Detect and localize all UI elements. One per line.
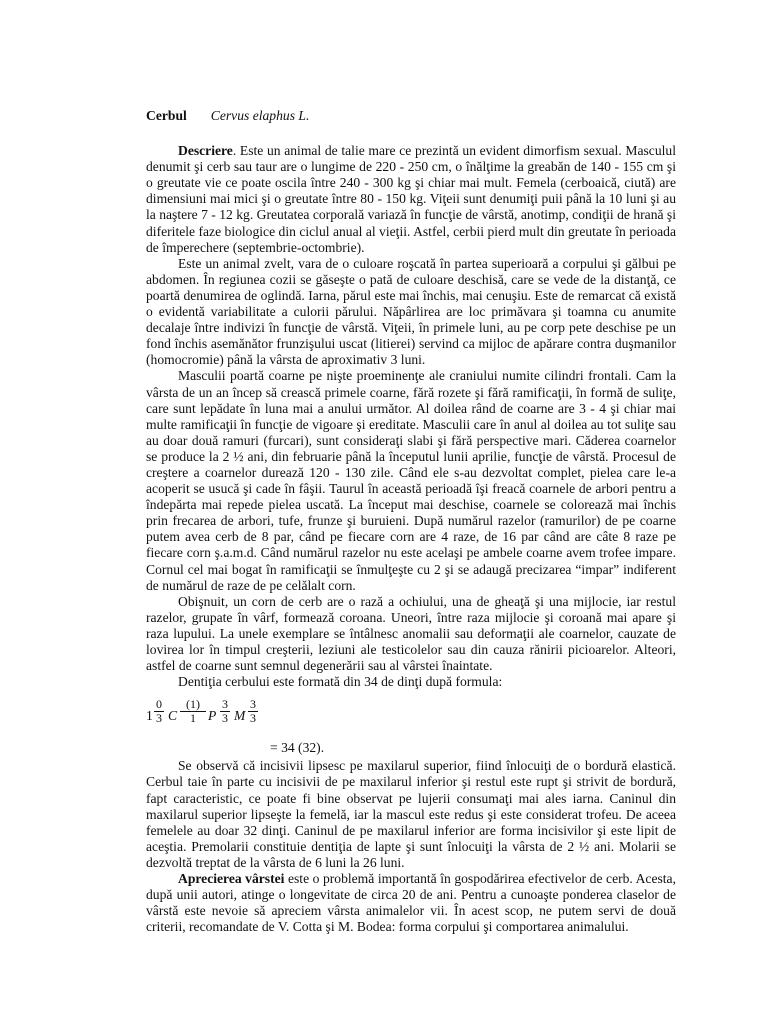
formula-canine-den: 1 bbox=[180, 711, 206, 725]
formula-premolar-den: 3 bbox=[222, 711, 228, 726]
paragraph-description bbox=[146, 143, 676, 256]
formula-canine-fraction bbox=[180, 698, 206, 725]
formula-molar-letter: M bbox=[234, 708, 246, 724]
formula-molar-fraction bbox=[248, 698, 258, 725]
paragraph-dentition-intro: Dentiţia cerbului este formată din 34 de dinţi după formula: bbox=[178, 674, 503, 690]
formula-premolar-fraction bbox=[220, 698, 230, 725]
paragraph-appearance: Este un animal zvelt, vara de o culoare roşcată în partea superioară a corpului şi gălbui pe abdomen. În regiunea cozii se găseşte o pată de culoare deschisă, care se vede de la distanţă, ce poartă denumirea de oglindă. Iarna, părul este mai închis, mai cenuşiu. Este de remarcat că există o evidentă variabilitate a culorii părului. Năpârlirea are loc primăvara şi toamna cu anumite decalaje între indivizi în funcţie de vârstă. Viţeii, în primele luni, au pe corp pete deschise pe un fond închis asemănător frunzişului uscat (litierei) servind ca mijloc de apărare contra duşmanilor (homocromie) până la vârsta de aproximativ 3 luni. bbox=[146, 255, 676, 368]
paragraph-teeth: Se observă că incisivii lipsesc pe maxilarul superior, fiind înlocuiţi de o bordură elastică. Cerbul taie în parte cu incisivii de pe maxilarul inferior şi restul este rupt şi strivit de bordură, fapt caracteristic, ce poate fi bine observat pe lujerii consumaţi mai ales iarna. Caninul din maxilarul superior lipseşte la femelă, iar la mascul este redus şi este considerat trofeu. De aceea femelele au doar 32 dinţi. Caninul de pe maxilarul inferior are forma incisivilor şi este lipit de aceştia. Premolarii constituie dentiţia de lapte şi sunt înlocuiţi la vârsta de 2 ½ ani. Molarii se dezvoltă treptat de la vârsta de 6 luni la 26 luni. bbox=[146, 758, 676, 870]
paragraph-text: este o problemă importantă în gospodărirea efectivelor de cerb. Acesta, după unii autori, atinge o longevitate de circa 20 de ani. Pentru a cunoaşte ponderea claselor de vârstă este nevoie să apreciem vârsta animalelor vii. În acest scop, ne putem servi de două criterii, recomandate de V. Cotta şi M. Bodea: forma corpului şi comportarea animalului. bbox=[146, 871, 676, 935]
paragraph-lead: Aprecierea vârstei bbox=[178, 871, 285, 887]
formula-incisor-whole: 1 bbox=[146, 708, 153, 724]
heading-title: Cerbul bbox=[146, 108, 187, 123]
paragraph-antlers: Masculii poartă coarne pe nişte proeminenţe ale craniului numite cilindri frontali. Cam la vârsta de un an încep să crească primele coarne, fără rozete şi fără ramificaţii, în formă de suliţe, care sunt lepădate în luna mai a anului următor. Al doilea rând de coarne are 3 - 4 şi chiar mai multe ramificaţii în funcţie de vigoare şi ereditate. Masculii care în anul al doilea au tot suliţe sau au doar două ramuri (furcari), sunt consideraţi slabi şi fără perspective mari. Căderea coarnelor se produce la 2 ½ ani, din februarie până la începutul lunii aprilie, funcţie de vârstă. Procesul de creştere a coarnelor durează 120 - 130 zile. Când ele s-au dezvoltat complet, pielea care le-a acoperit se usucă şi cade în fâşii. Taurul în această perioadă îşi freacă coarnele de arbori pentru a îndepărta mai repede pielea uscată. La început mai deschise, coarnele se colorează mai închis prin frecarea de arbori, tufe, frunze şi buruieni. După numărul razelor (ramurilor) de pe coarne putem avea cerb de 8 par, când pe fiecare corn are 4 raze, de 16 par când are câte 8 raze pe fiecare corn ş.a.m.d. Când numărul razelor nu este acelaşi pe ambele coarne avem trofee impare. Cornul cel mai bogat în ramificaţii se înmulţeşte cu 2 şi se adaugă precizarea “impar” indiferent de numărul de raze de pe celălalt corn. bbox=[146, 368, 676, 593]
document-page bbox=[146, 108, 676, 935]
formula-incisor-den: 3 bbox=[156, 711, 162, 726]
paragraph-age-assessment bbox=[146, 871, 676, 935]
formula-incisor-num: 0 bbox=[156, 697, 162, 712]
paragraph-lead: Descriere bbox=[178, 143, 233, 159]
formula-canine-num: (1) bbox=[186, 697, 200, 712]
heading-latin-name: Cervus elaphus L. bbox=[210, 108, 310, 123]
formula-molar-num: 3 bbox=[250, 697, 256, 712]
paragraph-antler-anatomy: Obişnuit, un corn de cerb are o rază a ochiului, una de gheaţă şi una mijlocie, iar restul razelor, grupate în vârf, formează coroana. Uneori, între raza mijlocie şi coroană mai apare şi raza lupului. La unele exemplare se întâlnesc anomalii sau deformaţii ale coarnelor, cauzate de lovirea lor în timpul creşterii, leziuni ale testicolelor sau din cauza rănirii picioarelor. Alteori, astfel de coarne sunt semnul degenerării sau al vârstei înaintate. bbox=[146, 593, 676, 674]
document-heading bbox=[146, 108, 676, 124]
formula-premolar-letter: P bbox=[208, 708, 217, 724]
formula-molar-den: 3 bbox=[250, 711, 256, 726]
paragraph-text: . Este un animal de talie mare ce prezintă un evident dimorfism sexual. Masculul denumit şi cerb sau taur are o lungime de 220 - 250 cm, o înălţime la greabăn de 140 - 155 cm şi o greutate vie ce poate oscila între 240 - 300 kg şi chiar mai mult. Femela (cerboaică, ciută) are dimensiuni mai mici şi o greutate între 80 - 150 kg. Viţeii sunt denumiţi puii până la 10 luni şi au la naştere 7 - 12 kg. Greutatea corporală variază în funcţie de vârstă, anotimp, condiţii de hrană şi diferitele faze biologice din ciclul anual al vieţii. Astfel, cerbii pierd mult din greutate în perioada de împerechere (septembrie-octombrie). bbox=[146, 143, 676, 255]
dental-formula bbox=[146, 692, 676, 740]
formula-incisor-fraction bbox=[154, 698, 164, 725]
formula-result: = 34 (32). bbox=[270, 740, 325, 756]
formula-canine-letter: C bbox=[168, 708, 178, 724]
formula-premolar-num: 3 bbox=[222, 697, 228, 712]
